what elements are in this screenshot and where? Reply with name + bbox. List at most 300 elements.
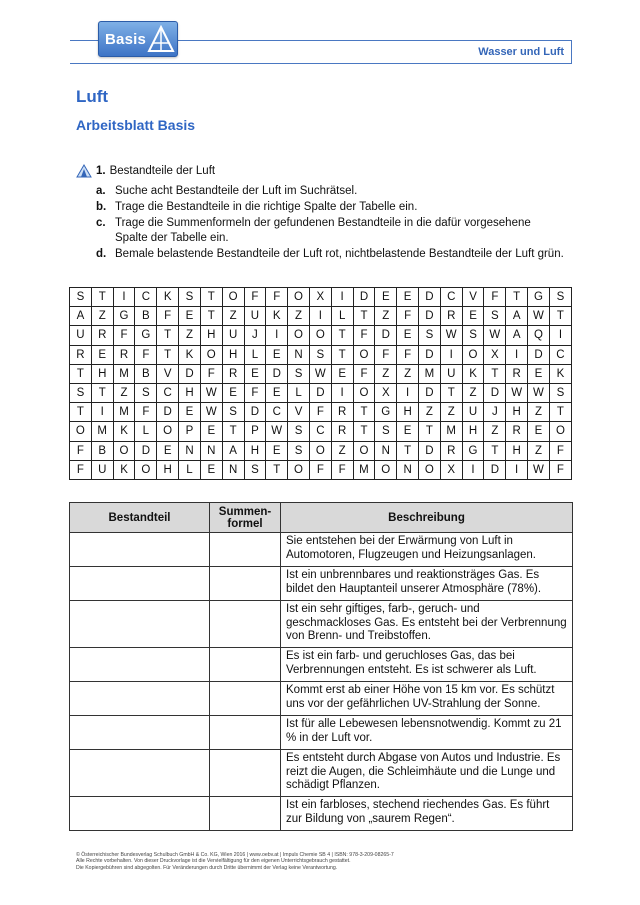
grid-cell[interactable]: W bbox=[506, 383, 528, 402]
grid-cell[interactable]: W bbox=[309, 364, 331, 383]
grid-row bbox=[70, 326, 572, 345]
formula-cell[interactable] bbox=[210, 567, 281, 601]
grid-cell[interactable]: S bbox=[549, 383, 571, 402]
grid-cell[interactable]: G bbox=[135, 326, 157, 345]
grid-cell[interactable]: L bbox=[135, 422, 157, 441]
page-title: Luft bbox=[76, 87, 109, 106]
grid-cell[interactable]: F bbox=[375, 345, 397, 364]
grid-cell[interactable]: E bbox=[375, 288, 397, 307]
grid-cell[interactable]: A bbox=[222, 441, 244, 460]
grid-cell[interactable]: U bbox=[70, 326, 92, 345]
grid-cell[interactable]: F bbox=[397, 345, 419, 364]
table-row bbox=[70, 533, 573, 567]
grid-cell[interactable]: I bbox=[397, 383, 419, 402]
grid-cell[interactable]: C bbox=[157, 383, 179, 402]
grid-cell[interactable]: T bbox=[549, 403, 571, 422]
grid-cell[interactable]: A bbox=[506, 326, 528, 345]
grid-cell[interactable]: F bbox=[113, 326, 135, 345]
grid-cell[interactable]: O bbox=[288, 460, 310, 479]
grid-cell[interactable]: R bbox=[331, 403, 353, 422]
grid-cell[interactable]: I bbox=[331, 288, 353, 307]
formula-cell[interactable] bbox=[210, 533, 281, 567]
grid-cell[interactable]: O bbox=[288, 288, 310, 307]
grid-cell[interactable]: E bbox=[266, 345, 288, 364]
grid-cell[interactable]: F bbox=[353, 326, 375, 345]
grid-cell[interactable]: E bbox=[200, 460, 222, 479]
grid-cell[interactable]: D bbox=[419, 383, 441, 402]
description-cell: Ist für alle Lebewesen lebensnotwendig. Kommt zu 21 % in der Luft vor. bbox=[281, 716, 573, 750]
table-row bbox=[70, 601, 573, 648]
grid-cell[interactable]: D bbox=[419, 441, 441, 460]
grid-cell[interactable]: F bbox=[70, 460, 92, 479]
grid-cell[interactable]: F bbox=[135, 345, 157, 364]
grid-cell[interactable]: S bbox=[309, 345, 331, 364]
grid-cell[interactable]: E bbox=[266, 441, 288, 460]
task-number: 1. bbox=[96, 165, 106, 177]
grid-cell[interactable]: E bbox=[462, 307, 484, 326]
grid-cell[interactable]: C bbox=[135, 288, 157, 307]
grid-cell[interactable]: J bbox=[484, 403, 506, 422]
task-title: Bestandteile der Luft bbox=[109, 165, 216, 177]
grid-cell[interactable]: T bbox=[91, 288, 113, 307]
grid-cell[interactable]: O bbox=[157, 422, 179, 441]
grid-cell[interactable]: G bbox=[375, 403, 397, 422]
grid-cell[interactable]: R bbox=[506, 422, 528, 441]
table-row bbox=[70, 682, 573, 716]
grid-cell[interactable]: P bbox=[179, 422, 201, 441]
grid-cell[interactable]: R bbox=[440, 307, 462, 326]
formula-cell[interactable] bbox=[210, 716, 281, 750]
grid-cell[interactable]: Z bbox=[397, 364, 419, 383]
grid-cell[interactable]: D bbox=[419, 288, 441, 307]
formula-cell[interactable] bbox=[210, 682, 281, 716]
grid-cell[interactable]: H bbox=[200, 326, 222, 345]
grid-cell[interactable]: W bbox=[200, 383, 222, 402]
grid-cell[interactable]: W bbox=[200, 403, 222, 422]
grid-cell[interactable]: R bbox=[222, 364, 244, 383]
logo-text: Basis bbox=[105, 31, 147, 48]
grid-cell[interactable]: O bbox=[288, 326, 310, 345]
grid-cell[interactable]: W bbox=[484, 326, 506, 345]
grid-cell[interactable]: S bbox=[288, 441, 310, 460]
grid-cell[interactable]: J bbox=[244, 326, 266, 345]
grid-cell[interactable]: V bbox=[157, 364, 179, 383]
grid-cell[interactable]: O bbox=[353, 345, 375, 364]
table-header-row bbox=[70, 503, 573, 533]
step-letter: b. bbox=[96, 201, 107, 213]
grid-cell[interactable]: T bbox=[506, 288, 528, 307]
grid-cell[interactable]: G bbox=[113, 307, 135, 326]
grid-cell[interactable]: D bbox=[419, 307, 441, 326]
grid-cell[interactable]: E bbox=[397, 422, 419, 441]
grid-cell[interactable]: O bbox=[200, 345, 222, 364]
grid-cell[interactable]: W bbox=[266, 422, 288, 441]
description-cell: Ist ein sehr giftiges, farb-, geruch- und geschmackloses Gas. Es entsteht bei der Verbrennung von Brenn- und Treibstoffen. bbox=[281, 601, 573, 648]
grid-cell[interactable]: R bbox=[440, 441, 462, 460]
grid-cell[interactable]: S bbox=[70, 383, 92, 402]
grid-cell[interactable]: O bbox=[353, 383, 375, 402]
grid-cell[interactable]: E bbox=[397, 288, 419, 307]
grid-cell[interactable]: I bbox=[506, 345, 528, 364]
grid-cell[interactable]: L bbox=[288, 383, 310, 402]
grid-cell[interactable]: D bbox=[135, 441, 157, 460]
grid-cell[interactable]: F bbox=[309, 460, 331, 479]
grid-cell[interactable]: I bbox=[91, 403, 113, 422]
component-cell[interactable] bbox=[70, 682, 210, 716]
grid-cell[interactable]: U bbox=[440, 364, 462, 383]
grid-cell[interactable]: S bbox=[222, 403, 244, 422]
grid-cell[interactable]: I bbox=[462, 460, 484, 479]
grid-cell[interactable]: S bbox=[70, 288, 92, 307]
grid-cell[interactable]: F bbox=[157, 307, 179, 326]
grid-cell[interactable]: Z bbox=[179, 326, 201, 345]
grid-cell[interactable]: H bbox=[222, 345, 244, 364]
grid-cell[interactable]: Z bbox=[375, 364, 397, 383]
grid-cell[interactable]: N bbox=[288, 345, 310, 364]
grid-cell[interactable]: F bbox=[397, 307, 419, 326]
grid-cell[interactable]: F bbox=[200, 364, 222, 383]
table-row bbox=[70, 797, 573, 831]
grid-cell[interactable]: M bbox=[353, 460, 375, 479]
grid-cell[interactable]: D bbox=[353, 288, 375, 307]
grid-cell[interactable]: K bbox=[462, 364, 484, 383]
grid-cell[interactable]: D bbox=[528, 345, 550, 364]
grid-cell[interactable]: O bbox=[309, 326, 331, 345]
grid-cell[interactable]: T bbox=[331, 326, 353, 345]
grid-cell[interactable]: L bbox=[331, 307, 353, 326]
grid-cell[interactable]: H bbox=[462, 422, 484, 441]
grid-cell[interactable]: T bbox=[266, 460, 288, 479]
grid-cell[interactable]: D bbox=[375, 326, 397, 345]
grid-cell[interactable]: M bbox=[113, 403, 135, 422]
grid-cell[interactable]: E bbox=[179, 403, 201, 422]
grid-cell[interactable]: O bbox=[135, 460, 157, 479]
grid-cell[interactable]: N bbox=[397, 460, 419, 479]
grid-cell[interactable]: N bbox=[179, 441, 201, 460]
task-section bbox=[76, 163, 576, 263]
step-letter: d. bbox=[96, 248, 107, 260]
grid-cell[interactable]: T bbox=[440, 383, 462, 402]
grid-cell[interactable]: T bbox=[484, 364, 506, 383]
grid-cell[interactable]: F bbox=[549, 441, 571, 460]
grid-cell[interactable]: U bbox=[91, 460, 113, 479]
grid-cell[interactable]: C bbox=[266, 403, 288, 422]
grid-cell[interactable]: Q bbox=[528, 326, 550, 345]
grid-cell[interactable]: Z bbox=[419, 403, 441, 422]
grid-cell[interactable]: F bbox=[135, 403, 157, 422]
grid-cell[interactable]: F bbox=[70, 441, 92, 460]
page-subtitle: Arbeitsblatt Basis bbox=[76, 117, 196, 133]
grid-cell[interactable]: T bbox=[157, 326, 179, 345]
grid-cell[interactable]: W bbox=[440, 326, 462, 345]
grid-cell[interactable]: T bbox=[419, 422, 441, 441]
grid-cell[interactable]: R bbox=[113, 345, 135, 364]
grid-cell[interactable]: Z bbox=[528, 441, 550, 460]
grid-cell[interactable]: T bbox=[331, 345, 353, 364]
table-row bbox=[70, 648, 573, 682]
grid-cell[interactable]: P bbox=[244, 422, 266, 441]
grid-cell[interactable]: W bbox=[528, 460, 550, 479]
grid-cell[interactable]: Z bbox=[113, 383, 135, 402]
grid-cell[interactable]: T bbox=[157, 345, 179, 364]
grid-cell[interactable]: D bbox=[419, 345, 441, 364]
grid-cell[interactable]: C bbox=[440, 288, 462, 307]
step-letter: c. bbox=[96, 217, 106, 229]
grid-cell[interactable]: T bbox=[200, 288, 222, 307]
component-cell[interactable] bbox=[70, 648, 210, 682]
footer bbox=[76, 852, 576, 871]
step-letter: a. bbox=[96, 185, 106, 197]
grid-cell[interactable]: Z bbox=[440, 403, 462, 422]
grid-cell[interactable]: E bbox=[397, 326, 419, 345]
grid-cell[interactable]: D bbox=[266, 364, 288, 383]
grid-cell[interactable]: A bbox=[506, 307, 528, 326]
grid-cell[interactable]: O bbox=[70, 422, 92, 441]
grid-cell[interactable]: N bbox=[200, 441, 222, 460]
grid-cell[interactable]: E bbox=[91, 345, 113, 364]
grid-cell[interactable]: E bbox=[244, 364, 266, 383]
grid-cell[interactable]: K bbox=[549, 364, 571, 383]
description-cell: Es entsteht durch Abgase von Autos und Industrie. Es reizt die Augen, die Schleimhäute und die Lunge und schädigt Pflanzen. bbox=[281, 750, 573, 797]
grid-cell[interactable]: E bbox=[266, 383, 288, 402]
grid-cell[interactable]: R bbox=[331, 422, 353, 441]
grid-cell[interactable]: D bbox=[179, 364, 201, 383]
grid-cell[interactable]: M bbox=[113, 364, 135, 383]
grid-cell[interactable]: O bbox=[549, 422, 571, 441]
grid-cell[interactable]: W bbox=[528, 383, 550, 402]
table-row bbox=[70, 750, 573, 797]
grid-cell[interactable]: D bbox=[484, 460, 506, 479]
basis-logo bbox=[98, 21, 178, 57]
grid-cell[interactable]: E bbox=[528, 422, 550, 441]
grid-cell[interactable]: U bbox=[244, 307, 266, 326]
grid-cell[interactable]: T bbox=[353, 307, 375, 326]
description-cell: Ist ein unbrennbares und reaktionsträges Gas. Es bildet den Hauptanteil unserer Atmosphäre (78%). bbox=[281, 567, 573, 601]
grid-cell[interactable]: O bbox=[113, 441, 135, 460]
grid-cell[interactable]: E bbox=[200, 422, 222, 441]
grid-cell[interactable]: T bbox=[200, 307, 222, 326]
task-step bbox=[96, 247, 576, 262]
grid-cell[interactable]: R bbox=[506, 364, 528, 383]
grid-cell[interactable]: O bbox=[309, 441, 331, 460]
grid-cell[interactable]: S bbox=[419, 326, 441, 345]
grid-cell[interactable]: O bbox=[353, 441, 375, 460]
component-cell[interactable] bbox=[70, 567, 210, 601]
task-heading bbox=[76, 163, 576, 179]
grid-cell[interactable]: G bbox=[462, 441, 484, 460]
grid-cell[interactable]: A bbox=[70, 307, 92, 326]
grid-cell[interactable]: F bbox=[331, 460, 353, 479]
grid-row bbox=[70, 460, 572, 479]
grid-cell[interactable]: S bbox=[375, 422, 397, 441]
grid-cell[interactable]: T bbox=[397, 441, 419, 460]
grid-cell[interactable]: S bbox=[244, 460, 266, 479]
formula-cell[interactable] bbox=[210, 601, 281, 648]
grid-cell[interactable]: X bbox=[309, 288, 331, 307]
grid-cell[interactable]: S bbox=[288, 422, 310, 441]
grid-cell[interactable]: I bbox=[549, 326, 571, 345]
grid-cell[interactable]: H bbox=[506, 403, 528, 422]
grid-cell[interactable]: F bbox=[309, 403, 331, 422]
grid-cell[interactable]: F bbox=[244, 383, 266, 402]
grid-cell[interactable]: K bbox=[113, 422, 135, 441]
grid-cell[interactable]: X bbox=[484, 345, 506, 364]
grid-cell[interactable]: S bbox=[135, 383, 157, 402]
grid-cell[interactable]: H bbox=[506, 441, 528, 460]
grid-cell[interactable]: S bbox=[288, 364, 310, 383]
grid-row bbox=[70, 383, 572, 402]
description-cell: Sie entstehen bei der Erwärmung von Luft in Automotoren, Flugzeugen und Heizungsanlagen. bbox=[281, 533, 573, 567]
header-subject: Wasser und Luft bbox=[478, 46, 564, 58]
grid-cell[interactable]: B bbox=[135, 364, 157, 383]
grid-cell[interactable]: B bbox=[91, 441, 113, 460]
grid-cell[interactable]: D bbox=[484, 383, 506, 402]
header-description: Beschreibung bbox=[281, 503, 573, 533]
grid-cell[interactable]: X bbox=[440, 460, 462, 479]
grid-cell[interactable]: Z bbox=[288, 307, 310, 326]
grid-cell[interactable]: D bbox=[244, 403, 266, 422]
footer-line-3: Die Kopiergebühren sind abgegolten. Für Veränderungen durch Dritte übernimmt der Verlag keine Verantwortung. bbox=[76, 864, 338, 871]
grid-cell[interactable]: E bbox=[331, 364, 353, 383]
grid-cell[interactable]: U bbox=[462, 403, 484, 422]
formula-cell[interactable] bbox=[210, 750, 281, 797]
component-cell[interactable] bbox=[70, 750, 210, 797]
grid-cell[interactable]: O bbox=[375, 460, 397, 479]
grid-cell[interactable]: H bbox=[91, 364, 113, 383]
grid-cell[interactable]: T bbox=[70, 403, 92, 422]
grid-row bbox=[70, 441, 572, 460]
grid-cell[interactable]: C bbox=[309, 422, 331, 441]
grid-cell[interactable]: I bbox=[331, 383, 353, 402]
table-row bbox=[70, 567, 573, 601]
grid-cell[interactable]: Z bbox=[484, 422, 506, 441]
grid-cell[interactable]: O bbox=[462, 345, 484, 364]
basis-logo-icon bbox=[147, 25, 175, 53]
task-step bbox=[96, 216, 576, 246]
grid-cell[interactable]: Z bbox=[528, 403, 550, 422]
grid-cell[interactable]: F bbox=[549, 460, 571, 479]
grid-row bbox=[70, 288, 572, 307]
grid-cell[interactable]: T bbox=[353, 422, 375, 441]
grid-cell[interactable]: H bbox=[244, 441, 266, 460]
grid-cell[interactable]: K bbox=[157, 288, 179, 307]
header-component: Bestandteil bbox=[70, 503, 210, 533]
grid-cell[interactable]: M bbox=[91, 422, 113, 441]
description-cell: Ist ein farbloses, stechend riechendes Gas. Es führt zur Bildung von „saurem Regen“. bbox=[281, 797, 573, 831]
grid-cell[interactable]: R bbox=[70, 345, 92, 364]
task-step bbox=[96, 200, 576, 215]
grid-cell[interactable]: I bbox=[113, 288, 135, 307]
component-cell[interactable] bbox=[70, 716, 210, 750]
grid-row bbox=[70, 307, 572, 326]
grid-cell[interactable]: T bbox=[353, 403, 375, 422]
grid-cell[interactable]: S bbox=[549, 288, 571, 307]
description-cell: Es ist ein farb- und geruchloses Gas, das bei Verbrennungen entsteht. Es ist schwerer als Luft. bbox=[281, 648, 573, 682]
grid-cell[interactable]: E bbox=[528, 364, 550, 383]
component-cell[interactable] bbox=[70, 797, 210, 831]
grid-cell[interactable]: F bbox=[353, 364, 375, 383]
grid-cell[interactable]: X bbox=[375, 383, 397, 402]
grid-cell[interactable]: W bbox=[528, 307, 550, 326]
grid-cell[interactable]: K bbox=[266, 307, 288, 326]
step-text: Suche acht Bestandteile der Luft im Suchrätsel. bbox=[115, 185, 358, 197]
component-cell[interactable] bbox=[70, 601, 210, 648]
grid-cell[interactable]: K bbox=[113, 460, 135, 479]
grid-cell[interactable]: O bbox=[222, 288, 244, 307]
grid-cell[interactable]: I bbox=[440, 345, 462, 364]
grid-row bbox=[70, 403, 572, 422]
component-cell[interactable] bbox=[70, 533, 210, 567]
grid-row bbox=[70, 422, 572, 441]
grid-cell[interactable]: T bbox=[484, 441, 506, 460]
grid-cell[interactable]: H bbox=[179, 383, 201, 402]
grid-cell[interactable]: H bbox=[157, 460, 179, 479]
table-row bbox=[70, 716, 573, 750]
formula-cell[interactable] bbox=[210, 797, 281, 831]
grid-cell[interactable]: I bbox=[266, 326, 288, 345]
grid-cell[interactable]: O bbox=[419, 460, 441, 479]
grid-cell[interactable]: E bbox=[157, 441, 179, 460]
grid-cell[interactable]: Z bbox=[91, 307, 113, 326]
grid-cell[interactable]: V bbox=[288, 403, 310, 422]
grid-cell[interactable]: Z bbox=[462, 383, 484, 402]
grid-cell[interactable]: Z bbox=[375, 307, 397, 326]
grid-cell[interactable]: I bbox=[506, 460, 528, 479]
grid-cell[interactable]: S bbox=[179, 288, 201, 307]
formula-cell[interactable] bbox=[210, 648, 281, 682]
grid-cell[interactable]: V bbox=[462, 288, 484, 307]
grid-cell[interactable]: F bbox=[484, 288, 506, 307]
grid-cell[interactable]: L bbox=[179, 460, 201, 479]
step-text: Bemale belastende Bestandteile der Luft rot, nichtbelastende Bestandteile der Luft grün. bbox=[115, 248, 564, 260]
grid-cell[interactable]: T bbox=[91, 383, 113, 402]
grid-cell[interactable]: U bbox=[222, 326, 244, 345]
grid-cell[interactable]: H bbox=[397, 403, 419, 422]
grid-cell[interactable]: C bbox=[549, 345, 571, 364]
description-cell: Kommt erst ab einer Höhe von 15 km vor. Es schützt uns vor der gefährlichen UV-Strahlung der Sonne. bbox=[281, 682, 573, 716]
grid-cell[interactable]: Z bbox=[331, 441, 353, 460]
grid-cell[interactable]: S bbox=[484, 307, 506, 326]
grid-cell[interactable]: I bbox=[309, 307, 331, 326]
grid-cell[interactable]: D bbox=[157, 403, 179, 422]
step-text: Trage die Summenformeln der gefundenen Bestandteile in die dafür vorgesehene Spalte der Tabelle ein. bbox=[115, 217, 531, 244]
grid-cell[interactable]: R bbox=[91, 326, 113, 345]
components-table bbox=[69, 502, 573, 831]
grid-cell[interactable]: T bbox=[549, 307, 571, 326]
grid-cell[interactable]: N bbox=[222, 460, 244, 479]
grid-cell[interactable]: M bbox=[419, 364, 441, 383]
grid-cell[interactable]: D bbox=[309, 383, 331, 402]
grid-cell[interactable]: F bbox=[244, 288, 266, 307]
grid-row bbox=[70, 364, 572, 383]
grid-cell[interactable]: K bbox=[179, 345, 201, 364]
grid-cell[interactable]: B bbox=[135, 307, 157, 326]
grid-cell[interactable]: F bbox=[266, 288, 288, 307]
grid-cell[interactable]: E bbox=[179, 307, 201, 326]
header-formula: Summen- formel bbox=[210, 503, 281, 533]
grid-cell[interactable]: N bbox=[375, 441, 397, 460]
grid-cell[interactable]: G bbox=[528, 288, 550, 307]
grid-cell[interactable]: T bbox=[222, 422, 244, 441]
grid-cell[interactable]: S bbox=[462, 326, 484, 345]
task-step bbox=[96, 184, 576, 199]
grid-cell[interactable]: T bbox=[70, 364, 92, 383]
grid-cell[interactable]: Z bbox=[222, 307, 244, 326]
task-steps bbox=[96, 184, 576, 262]
grid-cell[interactable]: L bbox=[244, 345, 266, 364]
grid-cell[interactable]: E bbox=[222, 383, 244, 402]
grid-cell[interactable]: M bbox=[440, 422, 462, 441]
